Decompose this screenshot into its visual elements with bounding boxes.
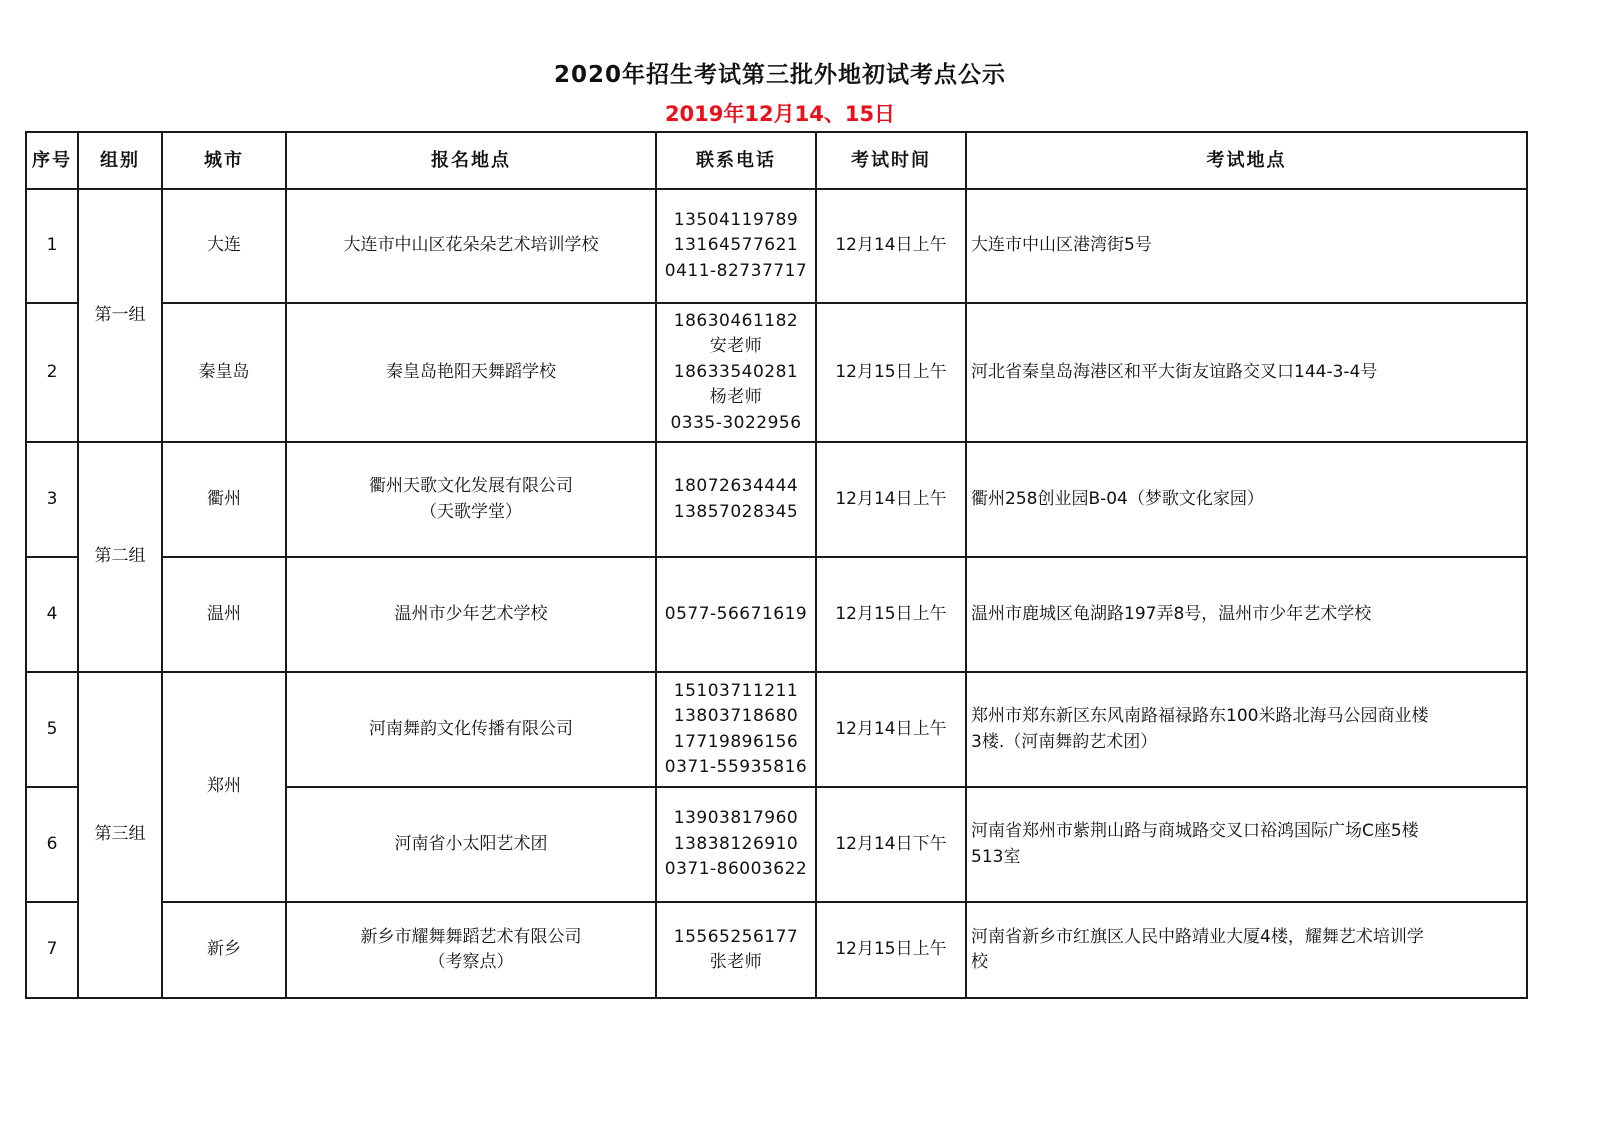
phone-line: 0371-86003622 — [664, 859, 808, 880]
header-cell-venue: 报名地点 — [286, 132, 656, 189]
table-row — [26, 442, 1527, 557]
address-cell — [966, 787, 1527, 902]
city-cell: 衢州 — [162, 442, 286, 557]
phone-line: 安老师 — [709, 336, 763, 357]
time-cell: 12月15日上午 — [816, 303, 966, 442]
venue-cell — [286, 902, 656, 998]
header-cell-group: 组别 — [78, 132, 162, 189]
venue-cell — [286, 303, 656, 442]
venue-cell — [286, 557, 656, 672]
venue-cell — [286, 672, 656, 787]
address-cell — [966, 557, 1527, 672]
venue-cell — [286, 189, 656, 303]
phone-line: 杨老师 — [709, 387, 763, 408]
header-cell-city: 城市 — [162, 132, 286, 189]
phone-line: 0335-3022956 — [670, 412, 802, 433]
phone-line: 15565256177 — [673, 926, 799, 947]
time-cell: 12月15日上午 — [816, 902, 966, 998]
header-row — [26, 132, 1527, 189]
phone-line: 13903817960 — [673, 808, 799, 829]
phone-cell — [656, 787, 816, 902]
venue-line: 新乡市耀舞舞蹈艺术有限公司 — [360, 926, 582, 947]
time-cell: 12月14日上午 — [816, 672, 966, 787]
city-cell: 大连 — [162, 189, 286, 303]
phone-line: 13803718680 — [673, 706, 799, 726]
venue-line: （天歌学堂） — [420, 501, 522, 522]
time-cell: 12月14日下午 — [816, 787, 966, 902]
header-cell-time: 考试时间 — [816, 132, 966, 189]
address-cell — [966, 303, 1527, 442]
row-number: 3 — [26, 442, 78, 557]
phone-line: 18072634444 — [673, 476, 799, 496]
phone-cell — [656, 557, 816, 672]
address-cell — [966, 672, 1527, 787]
row-number: 7 — [26, 902, 78, 998]
venue-line: 温州市少年艺术学校 — [394, 603, 548, 624]
page-title: 2020年招生考试第三批外地初试考点公示 — [553, 62, 1006, 88]
time-cell: 12月14日上午 — [816, 189, 966, 303]
address-cell — [966, 189, 1527, 303]
phone-cell — [656, 902, 816, 998]
table-row — [26, 557, 1527, 672]
city-cell: 郑州 — [162, 672, 286, 902]
venue-line: 秦皇岛艳阳天舞蹈学校 — [386, 361, 556, 382]
phone-line: 18630461182 — [673, 310, 799, 331]
phone-line: 13838126910 — [673, 833, 799, 854]
phone-cell — [656, 189, 816, 303]
phone-line: 13164577621 — [673, 235, 799, 256]
phone-cell — [656, 672, 816, 787]
venue-line: 衢州天歌文化发展有限公司 — [369, 476, 573, 496]
venue-cell — [286, 787, 656, 902]
address-line: 3楼.（河南舞韵艺术团） — [971, 731, 1158, 752]
table-row — [26, 189, 1527, 303]
header-cell-address: 考试地点 — [966, 132, 1527, 189]
venue-cell — [286, 442, 656, 557]
city-cell: 秦皇岛 — [162, 303, 286, 442]
row-number: 4 — [26, 557, 78, 672]
venue-line: 大连市中山区花朵朵艺术培训学校 — [343, 235, 599, 256]
phone-line: 17719896156 — [673, 731, 799, 752]
time-cell: 12月15日上午 — [816, 557, 966, 672]
address-cell — [966, 442, 1527, 557]
time-cell: 12月14日上午 — [816, 442, 966, 557]
address-line: 大连市中山区港湾街5号 — [971, 235, 1152, 256]
phone-line: 13504119789 — [673, 209, 799, 230]
address-cell — [966, 902, 1527, 998]
phone-line: 0371-55935816 — [664, 757, 808, 777]
address-line: 郑州市郑东新区东风南路福禄路东100米路北海马公园商业楼 — [971, 706, 1429, 726]
address-line: 温州市鹿城区龟湖路197弄8号，温州市少年艺术学校 — [971, 603, 1372, 624]
row-number: 1 — [26, 189, 78, 303]
city-cell: 新乡 — [162, 902, 286, 998]
venue-line: （考察点） — [428, 952, 514, 972]
address-line: 衢州258创业园B-04（梦歌文化家园） — [971, 488, 1264, 509]
phone-line: 15103711211 — [673, 680, 799, 701]
header-cell-phone: 联系电话 — [656, 132, 816, 189]
phone-line: 18633540281 — [673, 361, 799, 382]
page-subtitle-date: 2019年12月14、15日 — [664, 102, 896, 126]
phone-line: 13857028345 — [673, 501, 799, 522]
table-row — [26, 672, 1527, 787]
phone-line: 0577-56671619 — [664, 603, 808, 624]
row-number: 2 — [26, 303, 78, 442]
address-line: 校 — [971, 952, 988, 972]
table-row — [26, 303, 1527, 442]
group-cell: 第三组 — [78, 672, 162, 998]
row-number: 6 — [26, 787, 78, 902]
phone-line: 张老师 — [709, 952, 763, 972]
venue-line: 河南省小太阳艺术团 — [394, 833, 548, 854]
phone-line: 0411-82737717 — [664, 260, 808, 281]
phone-cell — [656, 303, 816, 442]
group-cell: 第二组 — [78, 442, 162, 672]
group-cell: 第一组 — [78, 189, 162, 442]
venue-line: 河南舞韵文化传播有限公司 — [369, 718, 573, 739]
header-cell-no: 序号 — [26, 132, 78, 189]
city-cell: 温州 — [162, 557, 286, 672]
address-line: 河南省新乡市红旗区人民中路靖业大厦4楼，耀舞艺术培训学 — [971, 926, 1424, 947]
address-line: 513室 — [971, 846, 1021, 867]
row-number: 5 — [26, 672, 78, 787]
exam-sites-table — [25, 131, 1528, 999]
address-line: 河北省秦皇岛海港区和平大街友谊路交叉口144-3-4号 — [971, 361, 1378, 382]
table-row — [26, 902, 1527, 998]
address-line: 河南省郑州市紫荆山路与商城路交叉口裕鸿国际广场C座5楼 — [971, 821, 1419, 841]
phone-cell — [656, 442, 816, 557]
